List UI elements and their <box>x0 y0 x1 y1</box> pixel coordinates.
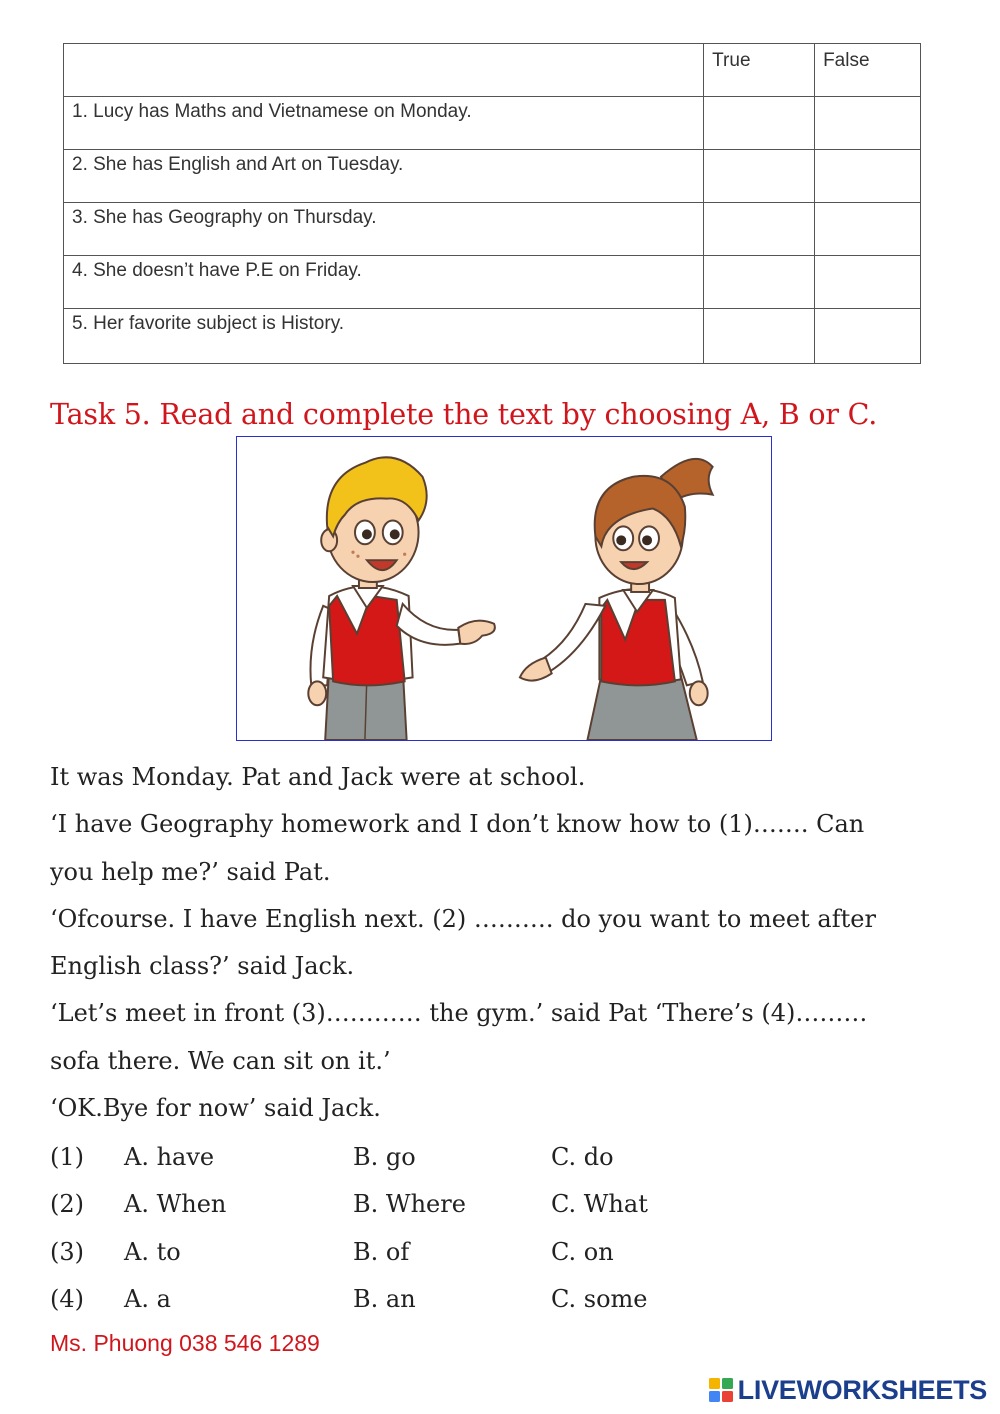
liveworksheets-brand[interactable] <box>708 1373 987 1407</box>
false-cell-3[interactable] <box>815 203 921 256</box>
question-number: (3) <box>50 1237 84 1266</box>
passage-line: It was Monday. Pat and Jack were at school. <box>50 763 586 791</box>
children-talking-illustration <box>237 437 771 740</box>
liveworksheets-logo-icon <box>708 1377 734 1403</box>
statement-3: 3. She has Geography on Thursday. <box>64 203 704 256</box>
option-row <box>50 1134 950 1181</box>
true-false-table <box>63 43 921 364</box>
option-c[interactable]: C. on <box>551 1237 614 1266</box>
header-statement <box>64 44 704 97</box>
task-title: Task 5. Read and complete the text by choosing A, B or C. <box>50 398 878 431</box>
false-cell-5[interactable] <box>815 309 921 364</box>
option-b[interactable]: B. an <box>353 1284 416 1313</box>
brand-name: LIVEWORKSHEETS <box>737 1374 987 1405</box>
option-a[interactable]: A. a <box>124 1284 171 1313</box>
teacher-credit: Ms. Phuong 038 546 1289 <box>50 1330 320 1356</box>
boy-figure <box>308 457 495 740</box>
question-number: (4) <box>50 1284 84 1313</box>
statement-1: 1. Lucy has Maths and Vietnamese on Monday. <box>64 97 704 150</box>
passage-line: you help me?’ said Pat. <box>50 857 331 886</box>
false-cell-1[interactable] <box>815 97 921 150</box>
question-number: (2) <box>50 1190 84 1219</box>
true-cell-2[interactable] <box>704 150 815 203</box>
answer-options <box>50 1134 950 1323</box>
true-cell-5[interactable] <box>704 309 815 364</box>
true-cell-4[interactable] <box>704 256 815 309</box>
option-a[interactable]: A. have <box>124 1143 215 1171</box>
statement-5: 5. Her favorite subject is History. <box>64 309 704 364</box>
question-number: (1) <box>50 1143 84 1171</box>
header-true: True <box>704 44 815 97</box>
table-header-row <box>64 44 921 97</box>
true-cell-1[interactable] <box>704 97 815 150</box>
false-cell-4[interactable] <box>815 256 921 309</box>
reading-passage <box>50 754 960 1132</box>
table-row <box>64 150 921 203</box>
option-b[interactable]: B. of <box>353 1237 410 1266</box>
passage-line: sofa there. We can sit on it.’ <box>50 1046 391 1075</box>
illustration-frame <box>236 436 772 741</box>
table-row <box>64 256 921 309</box>
passage-line: ‘Let’s meet in front (3)………… the gym.’ said Pat ‘There’s (4)……… <box>50 999 868 1028</box>
passage-line: ‘I have Geography homework and I don’t know how to (1)……. Can <box>50 810 865 839</box>
option-row <box>50 1276 950 1323</box>
option-row <box>50 1229 950 1276</box>
option-b[interactable]: B. Where <box>353 1190 466 1219</box>
header-false: False <box>815 44 921 97</box>
option-a[interactable]: A. When <box>124 1190 227 1219</box>
option-a[interactable]: A. to <box>124 1237 181 1266</box>
passage-line: ‘Ofcourse. I have English next. (2) ………. do you want to meet after <box>50 904 876 933</box>
option-c[interactable]: C. What <box>551 1190 648 1219</box>
table-row <box>64 309 921 364</box>
statement-4: 4. She doesn’t have P.E on Friday. <box>64 256 704 309</box>
false-cell-2[interactable] <box>815 150 921 203</box>
option-b[interactable]: B. go <box>353 1143 416 1171</box>
passage-line: English class?’ said Jack. <box>50 952 355 981</box>
statement-2: 2. She has English and Art on Tuesday. <box>64 150 704 203</box>
option-c[interactable]: C. do <box>551 1143 614 1171</box>
option-c[interactable]: C. some <box>551 1284 648 1313</box>
table-row <box>64 97 921 150</box>
passage-line: ‘OK.Bye for now’ said Jack. <box>50 1094 381 1123</box>
table-row <box>64 203 921 256</box>
option-row <box>50 1181 950 1228</box>
true-cell-3[interactable] <box>704 203 815 256</box>
girl-figure <box>520 459 713 740</box>
